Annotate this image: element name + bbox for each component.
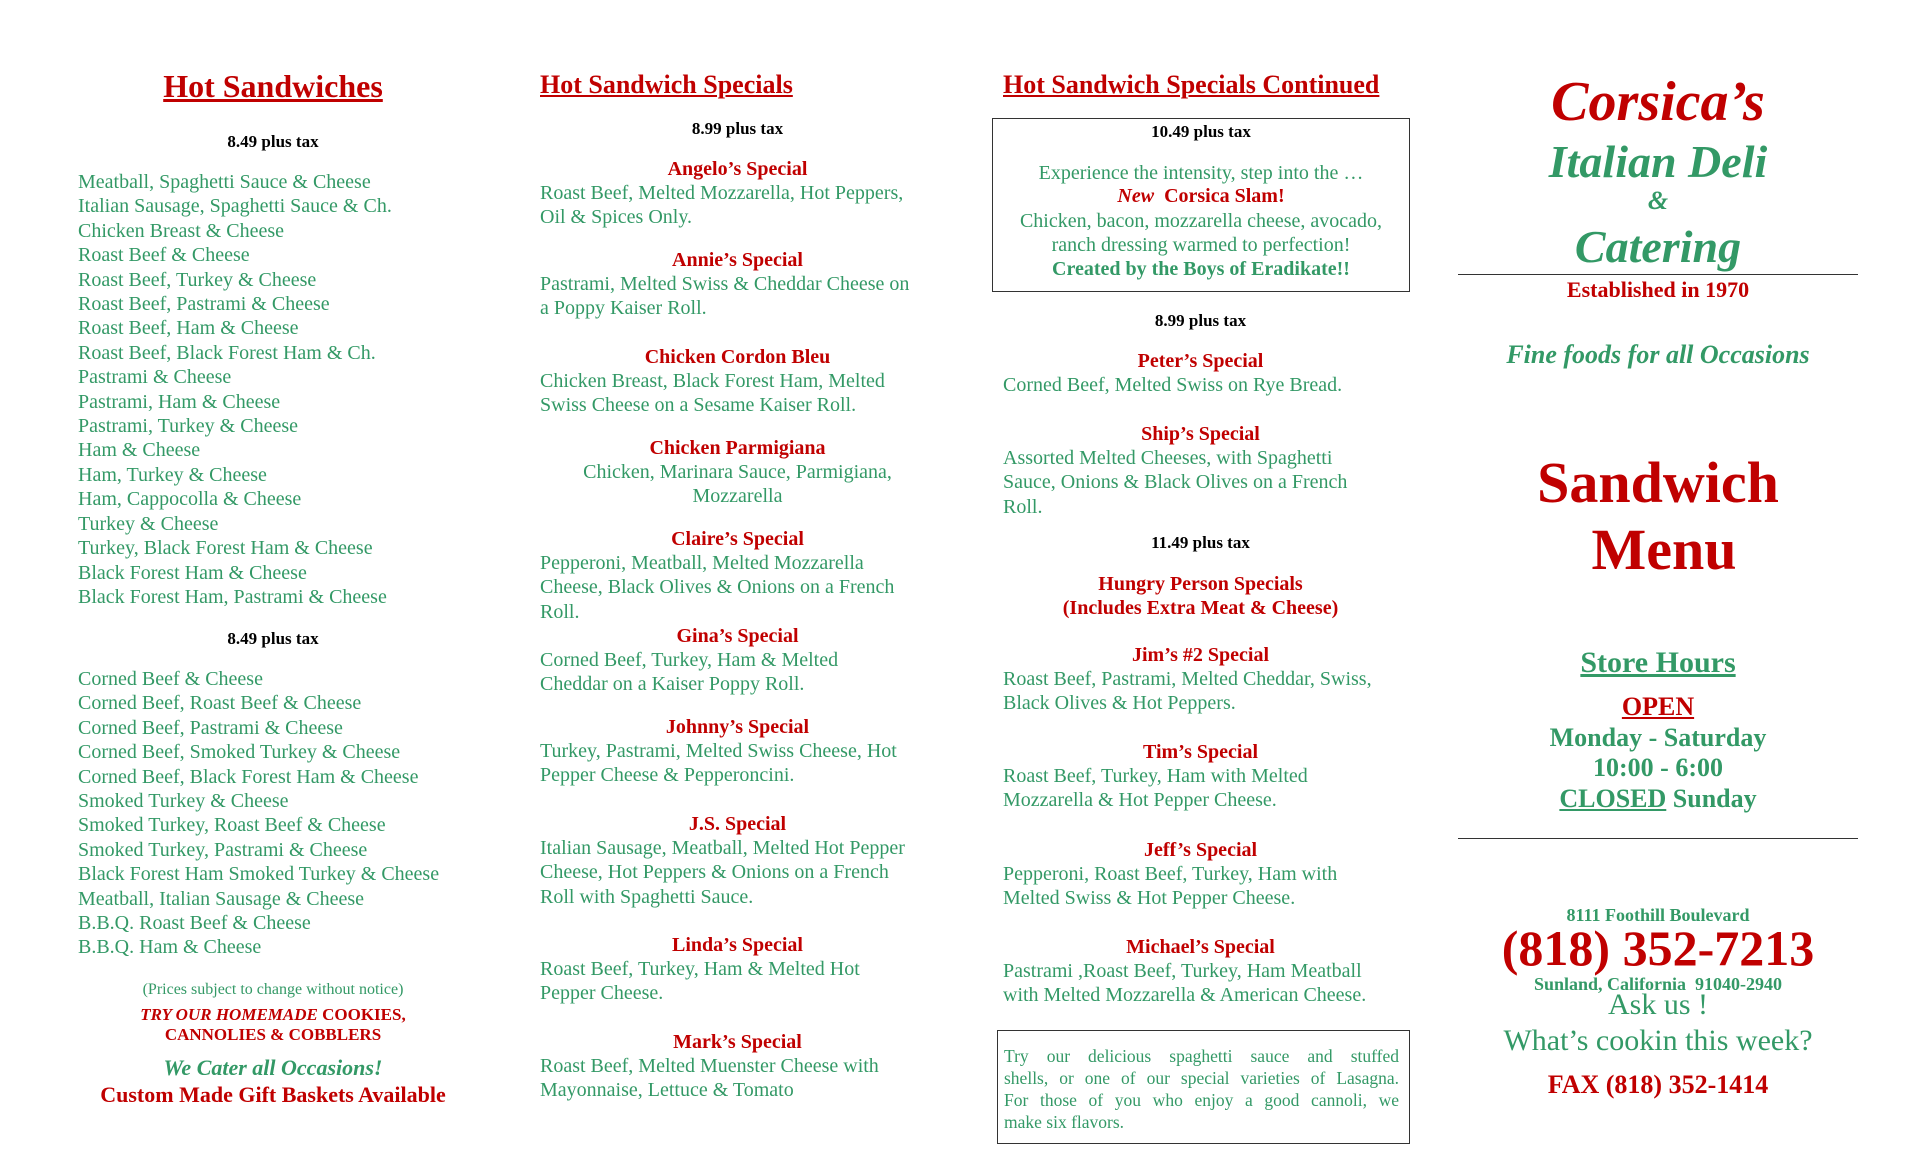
- special-description: Cheese, Hot Peppers & Onions on a French: [540, 861, 889, 884]
- special-description: Black Olives & Hot Peppers.: [1003, 692, 1236, 715]
- menu-item: Ham, Turkey & Cheese: [78, 463, 267, 486]
- special-name: J.S. Special: [688, 813, 787, 835]
- menu-item: Smoked Turkey & Cheese: [78, 790, 289, 813]
- ask-us: Ask us !: [1607, 988, 1708, 1021]
- special-name: Linda’s Special: [672, 934, 803, 956]
- special-name: Jeff’s Special: [1143, 839, 1258, 861]
- menu-item: Roast Beef, Turkey & Cheese: [78, 268, 317, 291]
- special-item: [1003, 643, 1398, 716]
- menu-title-line1: Sandwich: [1537, 450, 1779, 515]
- divider: [1458, 838, 1858, 839]
- special-name: Chicken Cordon Bleu: [644, 346, 831, 368]
- special-description: Roast Beef, Turkey, Ham & Melted Hot: [540, 958, 860, 980]
- special-description: Mayonnaise, Lettuce & Tomato: [540, 1079, 794, 1102]
- special-description: Oil & Spices Only.: [540, 206, 693, 229]
- menu-item: Black Forest Ham Smoked Turkey & Cheese: [78, 863, 440, 886]
- special-description: Pepperoni, Roast Beef, Turkey, Ham with: [1003, 863, 1338, 885]
- price-label: 8.49 plus tax: [227, 629, 319, 648]
- special-description: Melted Swiss & Hot Pepper Cheese.: [1003, 887, 1296, 910]
- menu-item: Roast Beef, Ham & Cheese: [78, 317, 299, 340]
- special-description: with Melted Mozzarella & American Cheese.: [1003, 984, 1367, 1007]
- menu-item: Black Forest Ham & Cheese: [78, 561, 307, 584]
- special-description: Italian Sausage, Meatball, Melted Hot Pepper: [540, 837, 905, 859]
- address-line1: 8111 Foothill Boulevard: [1566, 905, 1750, 925]
- special-description: Corned Beef, Turkey, Ham & Melted: [540, 649, 839, 671]
- special-description: Corned Beef, Melted Swiss on Rye Bread.: [1003, 374, 1343, 396]
- menu-item: Italian Sausage, Spaghetti Sauce & Ch.: [78, 195, 392, 218]
- special-item: [1003, 935, 1398, 1008]
- store-hours-title: Store Hours: [1580, 646, 1736, 679]
- special-item: [1003, 349, 1398, 397]
- menu-item: Corned Beef, Pastrami & Cheese: [78, 716, 343, 739]
- fax-number: FAX (818) 352-1414: [1547, 1070, 1769, 1099]
- menu-item: Roast Beef, Pastrami & Cheese: [78, 293, 330, 316]
- promo-line: For those of you who enjoy a good cannoli, we: [1004, 1090, 1399, 1110]
- menu-item: Pastrami, Ham & Cheese: [78, 390, 281, 413]
- menu-item: Corned Beef, Black Forest Ham & Cheese: [78, 765, 419, 788]
- special-item: [1003, 422, 1398, 519]
- corsica-slam-box: [992, 118, 1410, 292]
- promo-line: shells, or one of our special varieties of Lasagna.: [1004, 1068, 1399, 1088]
- open-time: 10:00 - 6:00: [1593, 753, 1723, 782]
- special-description: Cheddar on a Kaiser Poppy Roll.: [540, 673, 805, 696]
- special-description: Sauce, Onions & Black Olives on a French: [1003, 471, 1348, 494]
- special-item: [540, 1030, 935, 1103]
- menu-item: Meatball, Spaghetti Sauce & Cheese: [78, 171, 371, 193]
- spaghetti-promo-box: [997, 1030, 1410, 1144]
- price-label: 10.49 plus tax: [1151, 122, 1251, 141]
- special-description: Roast Beef, Turkey, Ham with Melted: [1003, 765, 1308, 787]
- menu-item: B.B.Q. Ham & Cheese: [78, 936, 262, 959]
- menu-item: Turkey, Black Forest Ham & Cheese: [78, 537, 373, 560]
- menu-item: Turkey & Cheese: [78, 512, 219, 535]
- price-label: 8.49 plus tax: [227, 132, 319, 151]
- open-days: Monday - Saturday: [1549, 723, 1767, 752]
- special-name: Ship’s Special: [1141, 423, 1260, 445]
- special-description: Pastrami, Melted Swiss & Cheddar Cheese on: [540, 273, 910, 295]
- menu-item: B.B.Q. Roast Beef & Cheese: [78, 912, 311, 935]
- spaghetti-promo-text: [1004, 1045, 1399, 1133]
- business-subtitle: Italian Deli: [1548, 136, 1768, 187]
- special-name: Angelo’s Special: [667, 158, 808, 180]
- promo-line: make six flavors.: [1004, 1112, 1125, 1132]
- special-description: Roll.: [540, 600, 580, 623]
- section-title-specials: Hot Sandwich Specials: [540, 70, 793, 99]
- menu-item: Roast Beef & Cheese: [78, 244, 250, 267]
- special-name: Gina’s Special: [676, 625, 799, 647]
- tagline: Fine foods for all Occasions: [1506, 340, 1810, 369]
- closed-label: CLOSED: [1559, 784, 1667, 813]
- special-description: a Poppy Kaiser Roll.: [540, 297, 707, 320]
- special-description: Assorted Melted Cheeses, with Spaghetti: [1003, 447, 1333, 469]
- slam-desc-line1: Chicken, bacon, mozzarella cheese, avocado,: [1019, 210, 1383, 232]
- price-label: 8.99 plus tax: [1154, 311, 1247, 330]
- address-line2: Sunland, California 91040-2940: [1533, 974, 1783, 994]
- special-item: [540, 248, 935, 321]
- divider: [1458, 274, 1858, 275]
- menu-item: Corned Beef, Roast Beef & Cheese: [78, 692, 362, 715]
- slam-new: New: [1117, 185, 1155, 207]
- phone-number: (818) 352-7213: [1501, 920, 1815, 976]
- homemade-promo-suffix: COOKIES,: [322, 1005, 406, 1024]
- special-item: [540, 715, 935, 788]
- slam-desc-line2: ranch dressing warmed to perfection!: [1051, 234, 1351, 257]
- hungry-line2: (Includes Extra Meat & Cheese): [1062, 597, 1339, 619]
- promo-line: Try our delicious spaghetti sauce and stuffed: [1004, 1046, 1399, 1066]
- special-name: Tim’s Special: [1142, 741, 1258, 763]
- homemade-promo: [78, 1005, 468, 1045]
- menu-item: Ham & Cheese: [78, 439, 201, 462]
- closed-day: Sunday: [1672, 784, 1757, 813]
- special-description: Swiss Cheese on a Sesame Kaiser Roll.: [540, 394, 857, 417]
- menu-item: Roast Beef, Black Forest Ham & Ch.: [78, 341, 376, 364]
- hungry-line1: Hungry Person Specials: [1098, 573, 1303, 595]
- special-description: Turkey, Pastrami, Melted Swiss Cheese, Hot: [540, 740, 897, 762]
- cater-tagline: We Cater all Occasions!: [163, 1055, 383, 1080]
- special-description: Pepper Cheese & Pepperoncini.: [540, 764, 795, 787]
- slam-title: [993, 185, 1409, 208]
- hungry-person-heading: [1003, 572, 1398, 620]
- special-item: [540, 157, 935, 230]
- special-description: Roast Beef, Melted Muenster Cheese with: [540, 1055, 879, 1077]
- homemade-promo-prefix: TRY OUR HOMEMADE: [140, 1005, 318, 1024]
- special-description: Roast Beef, Melted Mozzarella, Hot Peppers,: [540, 182, 904, 204]
- whats-cookin: What’s cookin this week?: [1503, 1024, 1813, 1057]
- price-label: 8.99 plus tax: [691, 119, 784, 138]
- special-description: Mozzarella: [692, 485, 783, 508]
- menu-item: Meatball, Italian Sausage & Cheese: [78, 887, 365, 910]
- special-description: Chicken Breast, Black Forest Ham, Melted: [540, 370, 885, 392]
- special-item: [540, 345, 935, 418]
- homemade-promo-line2: CANNOLIES & COBBLERS: [164, 1025, 382, 1044]
- slam-intro: Experience the intensity, step into the …: [1038, 162, 1364, 184]
- established-year: Established in 1970: [1566, 277, 1750, 302]
- menu-item: Corned Beef, Smoked Turkey & Cheese: [78, 741, 401, 764]
- special-item: [540, 624, 935, 697]
- special-description: Pastrami ,Roast Beef, Turkey, Ham Meatball: [1003, 960, 1362, 982]
- menu-item: Smoked Turkey, Pastrami & Cheese: [78, 838, 368, 861]
- open-label: OPEN: [1621, 692, 1695, 721]
- special-description: Roast Beef, Pastrami, Melted Cheddar, Swiss,: [1003, 668, 1372, 690]
- special-name: Annie’s Special: [672, 249, 803, 271]
- special-description: Pepper Cheese.: [540, 982, 664, 1005]
- menu-item: Black Forest Ham, Pastrami & Cheese: [78, 585, 387, 608]
- special-name: Michael’s Special: [1126, 936, 1275, 958]
- ampersand: &: [1647, 186, 1669, 215]
- special-name: Jim’s #2 Special: [1131, 644, 1270, 666]
- menu-title-line2: Menu: [1591, 517, 1737, 582]
- special-item: [540, 812, 935, 909]
- section-title-specials-continued: Hot Sandwich Specials Continued: [1003, 70, 1380, 99]
- special-item: [540, 527, 935, 624]
- sandwich-list-1: [78, 170, 392, 609]
- menu-item: Ham, Cappocolla & Cheese: [78, 488, 302, 511]
- special-item: [1003, 838, 1398, 911]
- special-description: Roll.: [1003, 495, 1043, 518]
- special-description: Mozzarella & Hot Pepper Cheese.: [1003, 789, 1277, 812]
- catering-title: Catering: [1574, 221, 1742, 272]
- special-item: [1003, 740, 1398, 813]
- price-notice: (Prices subject to change without notice): [142, 981, 404, 998]
- price-label: 11.49 plus tax: [1151, 533, 1250, 552]
- special-description: Chicken, Marinara Sauce, Parmigiana,: [583, 461, 892, 483]
- slam-desc: [993, 209, 1409, 258]
- special-name: Claire’s Special: [671, 528, 804, 550]
- special-name: Mark’s Special: [673, 1031, 802, 1053]
- special-name: Peter’s Special: [1137, 350, 1264, 372]
- special-description: Roll with Spaghetti Sauce.: [540, 885, 754, 908]
- menu-item: Pastrami, Turkey & Cheese: [78, 415, 298, 438]
- special-name: Chicken Parmigiana: [649, 437, 826, 459]
- section-title-hot-sandwiches: Hot Sandwiches: [163, 68, 383, 104]
- sandwich-list-2: [78, 667, 439, 960]
- gift-baskets: Custom Made Gift Baskets Available: [100, 1082, 446, 1107]
- slam-name: Corsica Slam!: [1164, 185, 1285, 207]
- menu-item: Smoked Turkey, Roast Beef & Cheese: [78, 814, 386, 837]
- slam-credit: Created by the Boys of Eradikate!!: [1052, 258, 1350, 280]
- special-name: Johnny’s Special: [665, 716, 810, 738]
- closed-day-line: [1458, 784, 1858, 814]
- menu-title: [1458, 449, 1858, 583]
- special-description: Pepperoni, Meatball, Melted Mozzarella: [540, 552, 864, 574]
- special-item: [540, 933, 935, 1006]
- business-name: Corsica’s: [1551, 71, 1765, 133]
- menu-item: Pastrami & Cheese: [78, 366, 232, 389]
- special-item: [540, 436, 935, 509]
- menu-item: Corned Beef & Cheese: [78, 668, 263, 690]
- special-description: Cheese, Black Olives & Onions on a French: [540, 576, 895, 599]
- menu-item: Chicken Breast & Cheese: [78, 219, 285, 242]
